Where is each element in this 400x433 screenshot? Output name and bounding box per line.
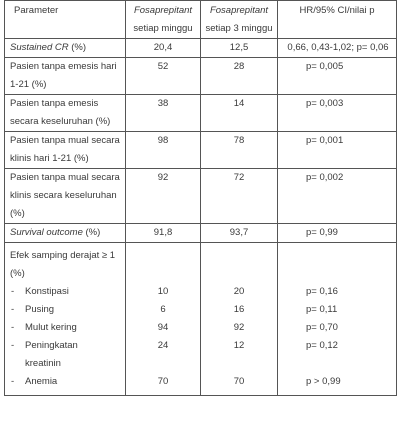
value-weekly: 20,4 — [126, 39, 201, 58]
row-label: Pasien tanpa mual secara klinis hari 1-21 (%) — [5, 132, 126, 169]
value-weekly: 94 — [126, 319, 201, 337]
table-row — [5, 319, 397, 337]
value-3weekly: 78 — [201, 132, 278, 169]
header-3weekly-line2: setiap 3 minggu — [205, 23, 273, 34]
row-label-text: Konstipasi — [25, 286, 69, 297]
row-label: Pasien tanpa emesis secara keseluruhan (%) — [5, 95, 126, 132]
header-3weekly — [201, 1, 278, 39]
table-row — [5, 95, 397, 132]
row-label — [5, 39, 126, 58]
p-value: 0,66, 0,43-1,02; p= 0,06 — [278, 39, 397, 58]
value-3weekly: 72 — [201, 169, 278, 224]
p-value: p > 0,99 — [278, 373, 397, 396]
row-label-text: Peningkatan kreatinin — [25, 340, 78, 369]
value-3weekly: 92 — [201, 319, 278, 337]
p-value: p= 0,12 — [278, 337, 397, 373]
value-3weekly: 20 — [201, 283, 278, 301]
header-parameter: Parameter — [5, 1, 126, 39]
empty-cell — [126, 243, 201, 284]
value-3weekly: 28 — [201, 58, 278, 95]
table-row — [5, 283, 397, 301]
table-row — [5, 337, 397, 373]
empty-cell — [278, 243, 397, 284]
side-effects-header-row — [5, 243, 397, 284]
value-3weekly: 12,5 — [201, 39, 278, 58]
p-value: p= 0,16 — [278, 283, 397, 301]
value-3weekly: 93,7 — [201, 224, 278, 243]
value-3weekly: 14 — [201, 95, 278, 132]
header-hr-ci-p: HR/95% CI/nilai p — [278, 1, 397, 39]
p-value: p= 0,005 — [278, 58, 397, 95]
row-label — [5, 224, 126, 243]
value-weekly: 10 — [126, 283, 201, 301]
row-label-text: Anemia — [25, 376, 58, 387]
value-3weekly: 12 — [201, 337, 278, 373]
row-label-italic: Survival outcome — [10, 227, 83, 238]
table-row — [5, 58, 397, 95]
row-label: - Anemia — [5, 373, 126, 396]
value-weekly: 6 — [126, 301, 201, 319]
row-label-text: Pusing — [25, 304, 55, 315]
p-value: p= 0,11 — [278, 301, 397, 319]
table-row — [5, 132, 397, 169]
p-value: p= 0,001 — [278, 132, 397, 169]
header-weekly — [126, 1, 201, 39]
p-value: p= 0,003 — [278, 95, 397, 132]
side-effects-heading: Efek samping derajat ≥ 1 (%) — [5, 243, 126, 284]
value-weekly: 24 — [126, 337, 201, 373]
header-row — [5, 1, 397, 39]
p-value: p= 0,002 — [278, 169, 397, 224]
header-weekly-line1: Fosaprepitant — [133, 5, 193, 16]
value-weekly: 92 — [126, 169, 201, 224]
value-weekly: 98 — [126, 132, 201, 169]
value-3weekly: 70 — [201, 373, 278, 396]
table-row — [5, 224, 397, 243]
row-label: - Mulut kering — [5, 319, 126, 337]
table-row — [5, 301, 397, 319]
row-label: - Peningkatan kreatinin — [5, 337, 126, 373]
row-label-text: Mulut kering — [25, 322, 77, 333]
row-label: - Pusing — [5, 301, 126, 319]
p-value: p= 0,70 — [278, 319, 397, 337]
table-row — [5, 169, 397, 224]
row-label: Pasien tanpa mual secara klinis secara keseluruhan (%) — [5, 169, 126, 224]
results-table-container — [4, 0, 396, 396]
empty-cell — [201, 243, 278, 284]
value-weekly: 38 — [126, 95, 201, 132]
row-label: Pasien tanpa emesis hari 1-21 (%) — [5, 58, 126, 95]
table-row — [5, 373, 397, 396]
value-weekly: 91,8 — [126, 224, 201, 243]
table-row — [5, 39, 397, 58]
value-3weekly: 16 — [201, 301, 278, 319]
p-value: p= 0,99 — [278, 224, 397, 243]
header-3weekly-line1: Fosaprepitant — [209, 5, 269, 16]
row-label: - Konstipasi — [5, 283, 126, 301]
header-weekly-line2: setiap minggu — [133, 23, 193, 34]
row-label-italic: Sustained CR — [10, 42, 69, 53]
row-label-unit: (%) — [68, 42, 87, 53]
value-weekly: 52 — [126, 58, 201, 95]
value-weekly: 70 — [126, 373, 201, 396]
row-label-unit: (%) — [82, 227, 101, 238]
results-table — [4, 0, 397, 396]
